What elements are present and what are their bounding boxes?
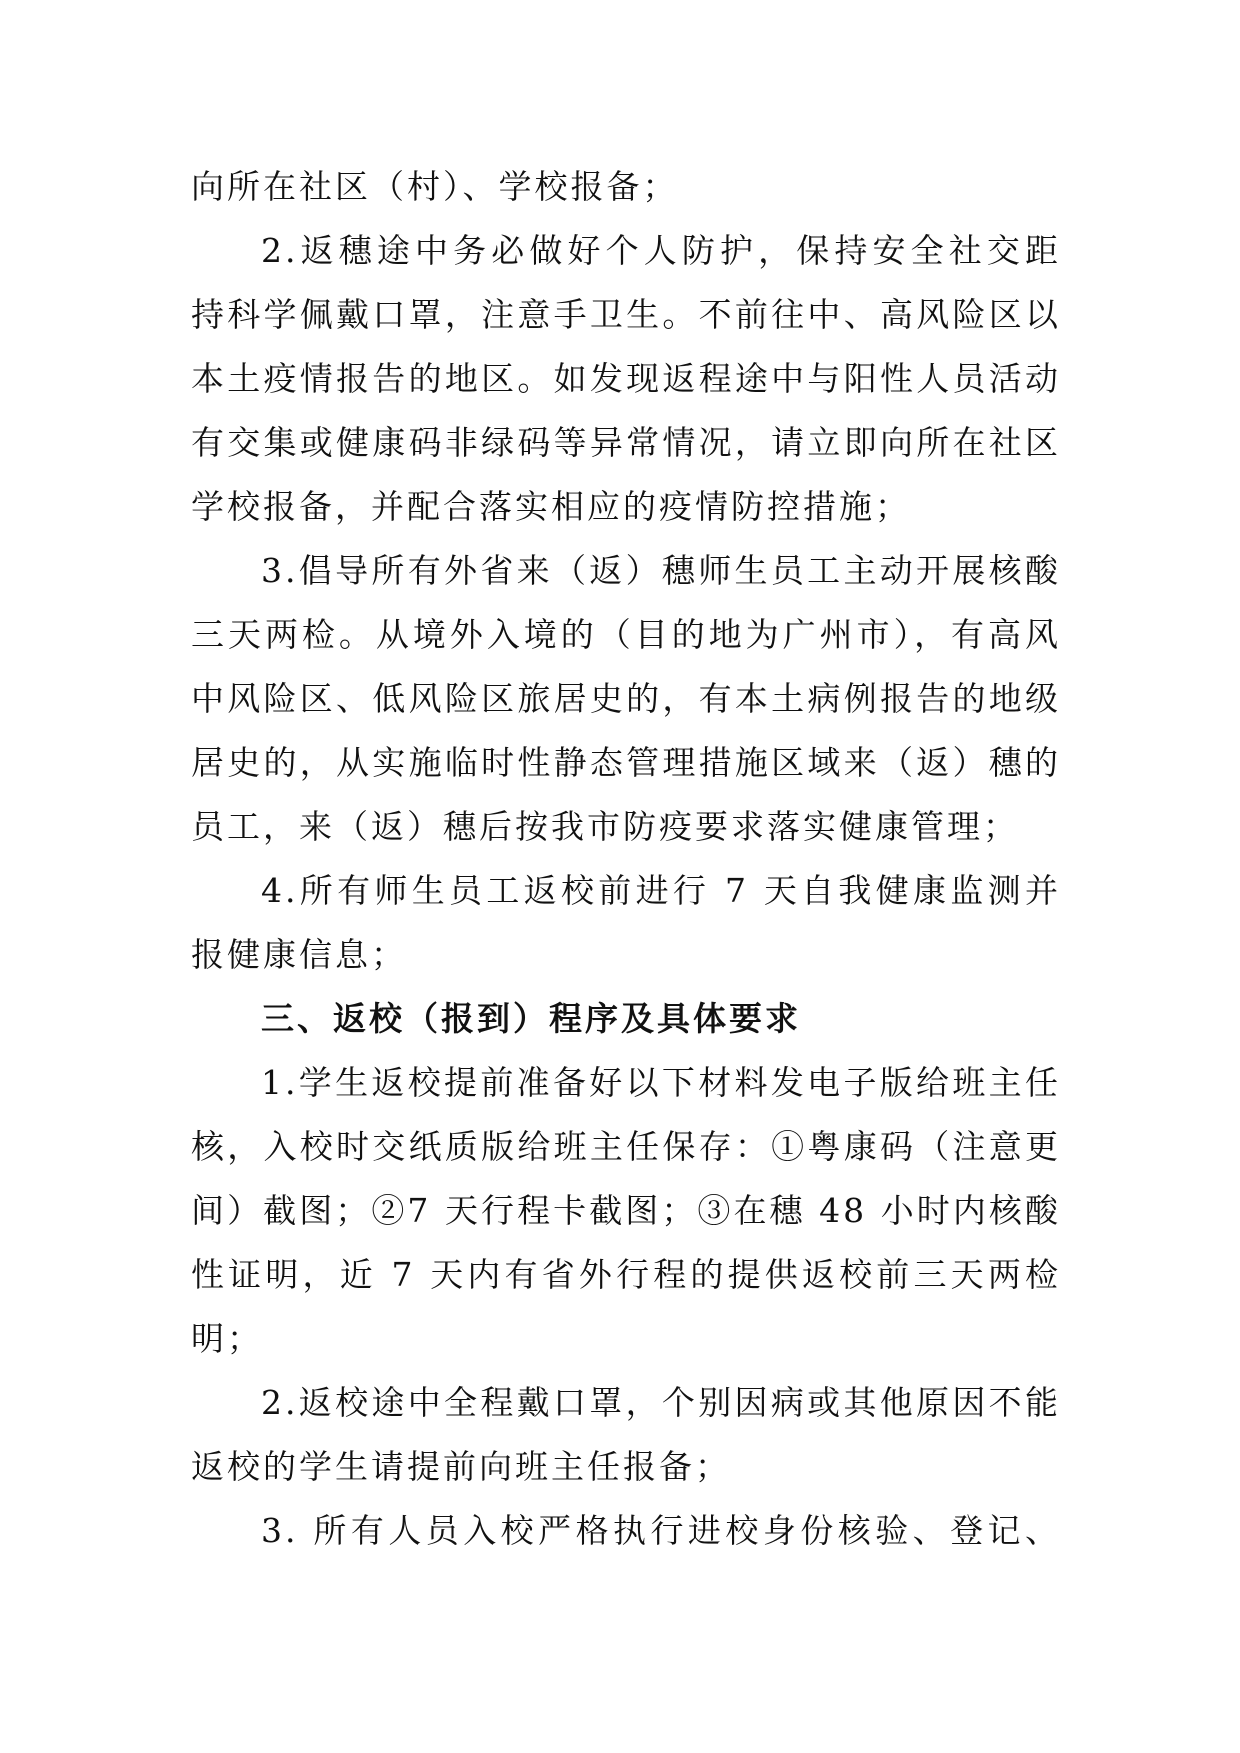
text-line: 报健康信息； bbox=[191, 935, 407, 974]
text-line: 居史的，从实施临时性静态管理措施区域来（返）穗的 bbox=[191, 743, 1061, 782]
text-line: 间）截图；②7 天行程卡截图；③在穗 48 小时内核酸 bbox=[191, 1191, 1061, 1230]
list-item-line: 2.返校途中全程戴口罩，个别因病或其他原因不能 bbox=[261, 1383, 1061, 1422]
section-heading: 三、返校（报到）程序及具体要求 bbox=[261, 999, 801, 1038]
text-line: 核，入校时交纸质版给班主任保存：①粤康码（注意更 bbox=[191, 1127, 1061, 1166]
list-item-line: 3. 所有人员入校严格执行进校身份核验、登记、 bbox=[261, 1511, 1061, 1550]
document-body bbox=[191, 155, 1061, 1563]
text-line: 有交集或健康码非绿码等异常情况，请立即向所在社区 bbox=[191, 423, 1061, 462]
text-line: 性证明，近 7 天内有省外行程的提供返校前三天两检 bbox=[191, 1255, 1061, 1294]
list-item-line: 4.所有师生员工返校前进行 7 天自我健康监测并 bbox=[261, 871, 1061, 910]
list-item-line: 1.学生返校提前准备好以下材料发电子版给班主任 bbox=[261, 1063, 1061, 1102]
list-item-line: 2.返穗途中务必做好个人防护，保持安全社交距 bbox=[261, 231, 1061, 270]
text-line: 本土疫情报告的地区。如发现返程途中与阳性人员活动 bbox=[191, 359, 1061, 398]
text-line: 返校的学生请提前向班主任报备； bbox=[191, 1447, 731, 1486]
text-line: 中风险区、低风险区旅居史的，有本土病例报告的地级 bbox=[191, 679, 1061, 718]
list-item-line: 3.倡导所有外省来（返）穗师生员工主动开展核酸 bbox=[261, 551, 1061, 590]
text-line: 员工，来（返）穗后按我市防疫要求落实健康管理； bbox=[191, 807, 1019, 846]
text-line: 明； bbox=[191, 1319, 263, 1358]
text-line: 学校报备，并配合落实相应的疫情防控措施； bbox=[191, 487, 911, 526]
text-line: 持科学佩戴口罩，注意手卫生。不前往中、高风险区以 bbox=[191, 295, 1061, 334]
text-line: 向所在社区（村）、学校报备； bbox=[191, 167, 679, 206]
text-line: 三天两检。从境外入境的（目的地为广州市），有高风 bbox=[191, 615, 1061, 654]
